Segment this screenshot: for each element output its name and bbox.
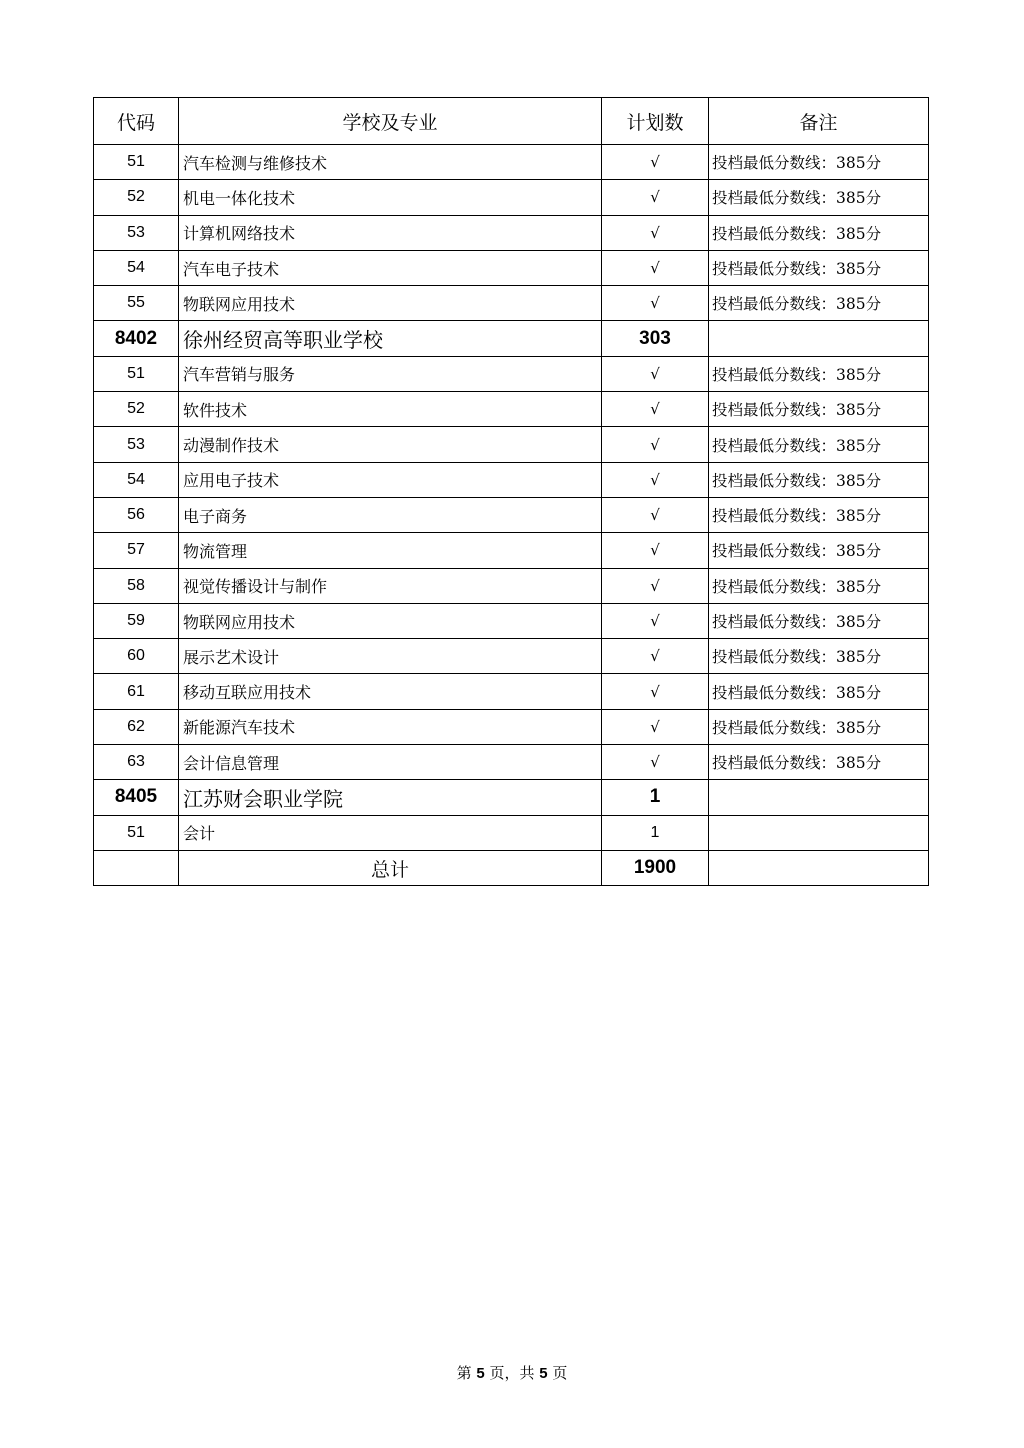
plan-cell: 1	[602, 815, 709, 850]
name-cell: 电子商务	[179, 497, 602, 532]
code-cell: 53	[94, 215, 179, 250]
note-cell: 投档最低分数线：385分	[709, 745, 929, 780]
major-row	[94, 674, 929, 709]
code-cell: 54	[94, 462, 179, 497]
note-cell: 投档最低分数线：385分	[709, 533, 929, 568]
plan-cell: √	[602, 286, 709, 321]
name-cell: 计算机网络技术	[179, 215, 602, 250]
code-cell: 51	[94, 145, 179, 180]
plan-cell: √	[602, 392, 709, 427]
header-school-major: 学校及专业	[179, 98, 602, 145]
major-row	[94, 815, 929, 850]
school-row	[94, 321, 929, 356]
note-cell: 投档最低分数线：385分	[709, 180, 929, 215]
note-cell: 投档最低分数线：385分	[709, 462, 929, 497]
plan-cell: √	[602, 497, 709, 532]
major-row	[94, 392, 929, 427]
name-cell: 总计	[179, 850, 602, 885]
note-cell: 投档最低分数线：385分	[709, 250, 929, 285]
note-cell: 投档最低分数线：385分	[709, 215, 929, 250]
major-row	[94, 603, 929, 638]
name-cell: 会计信息管理	[179, 745, 602, 780]
name-cell: 汽车检测与维修技术	[179, 145, 602, 180]
header-plan-count: 计划数	[602, 98, 709, 145]
major-row	[94, 286, 929, 321]
note-cell	[709, 850, 929, 885]
plan-cell: √	[602, 603, 709, 638]
major-row	[94, 709, 929, 744]
note-cell: 投档最低分数线：385分	[709, 568, 929, 603]
plan-cell: √	[602, 709, 709, 744]
plan-cell: √	[602, 356, 709, 391]
note-cell: 投档最低分数线：385分	[709, 639, 929, 674]
major-row	[94, 180, 929, 215]
table-body	[94, 145, 929, 886]
plan-cell: 1	[602, 780, 709, 815]
note-cell: 投档最低分数线：385分	[709, 497, 929, 532]
plan-cell: √	[602, 145, 709, 180]
total-row	[94, 850, 929, 885]
note-cell: 投档最低分数线：385分	[709, 286, 929, 321]
major-row	[94, 145, 929, 180]
name-cell: 应用电子技术	[179, 462, 602, 497]
plan-cell: √	[602, 745, 709, 780]
major-row	[94, 356, 929, 391]
name-cell: 徐州经贸高等职业学校	[179, 321, 602, 356]
footer-prefix: 第	[456, 1364, 472, 1382]
code-cell: 52	[94, 180, 179, 215]
code-cell: 8402	[94, 321, 179, 356]
code-cell: 55	[94, 286, 179, 321]
code-cell	[94, 850, 179, 885]
code-cell: 8405	[94, 780, 179, 815]
plan-cell: 303	[602, 321, 709, 356]
note-cell	[709, 321, 929, 356]
note-cell	[709, 780, 929, 815]
footer-middle: 页，共	[489, 1364, 535, 1382]
note-cell: 投档最低分数线：385分	[709, 709, 929, 744]
plan-cell: √	[602, 674, 709, 709]
note-cell: 投档最低分数线：385分	[709, 674, 929, 709]
header-remarks: 备注	[709, 98, 929, 145]
plan-cell: √	[602, 533, 709, 568]
plan-cell: √	[602, 462, 709, 497]
header-code: 代码	[94, 98, 179, 145]
plan-cell: √	[602, 215, 709, 250]
major-row	[94, 462, 929, 497]
name-cell: 展示艺术设计	[179, 639, 602, 674]
major-row	[94, 745, 929, 780]
code-cell: 53	[94, 427, 179, 462]
name-cell: 江苏财会职业学院	[179, 780, 602, 815]
plan-cell: 1900	[602, 850, 709, 885]
note-cell: 投档最低分数线：385分	[709, 427, 929, 462]
major-row	[94, 250, 929, 285]
name-cell: 汽车营销与服务	[179, 356, 602, 391]
major-row	[94, 427, 929, 462]
name-cell: 视觉传播设计与制作	[179, 568, 602, 603]
footer-page-number: 5	[476, 1365, 485, 1382]
code-cell: 57	[94, 533, 179, 568]
code-cell: 62	[94, 709, 179, 744]
name-cell: 物联网应用技术	[179, 603, 602, 638]
name-cell: 物流管理	[179, 533, 602, 568]
major-row	[94, 639, 929, 674]
plan-cell: √	[602, 180, 709, 215]
note-cell: 投档最低分数线：385分	[709, 603, 929, 638]
name-cell: 动漫制作技术	[179, 427, 602, 462]
school-row	[94, 780, 929, 815]
code-cell: 60	[94, 639, 179, 674]
footer-total-pages: 5	[539, 1365, 548, 1382]
footer-suffix: 页	[552, 1364, 568, 1382]
major-row	[94, 497, 929, 532]
name-cell: 汽车电子技术	[179, 250, 602, 285]
name-cell: 软件技术	[179, 392, 602, 427]
name-cell: 会计	[179, 815, 602, 850]
note-cell	[709, 815, 929, 850]
note-cell: 投档最低分数线：385分	[709, 356, 929, 391]
note-cell: 投档最低分数线：385分	[709, 392, 929, 427]
code-cell: 52	[94, 392, 179, 427]
code-cell: 51	[94, 815, 179, 850]
code-cell: 54	[94, 250, 179, 285]
name-cell: 移动互联应用技术	[179, 674, 602, 709]
admission-plan-table	[93, 97, 929, 886]
plan-cell: √	[602, 639, 709, 674]
plan-cell: √	[602, 250, 709, 285]
code-cell: 51	[94, 356, 179, 391]
plan-cell: √	[602, 568, 709, 603]
code-cell: 56	[94, 497, 179, 532]
major-row	[94, 215, 929, 250]
plan-cell: √	[602, 427, 709, 462]
code-cell: 58	[94, 568, 179, 603]
note-cell: 投档最低分数线：385分	[709, 145, 929, 180]
major-row	[94, 568, 929, 603]
name-cell: 物联网应用技术	[179, 286, 602, 321]
table-header-row	[94, 98, 929, 145]
name-cell: 新能源汽车技术	[179, 709, 602, 744]
code-cell: 59	[94, 603, 179, 638]
name-cell: 机电一体化技术	[179, 180, 602, 215]
code-cell: 61	[94, 674, 179, 709]
major-row	[94, 533, 929, 568]
code-cell: 63	[94, 745, 179, 780]
page-footer	[0, 1362, 1024, 1383]
